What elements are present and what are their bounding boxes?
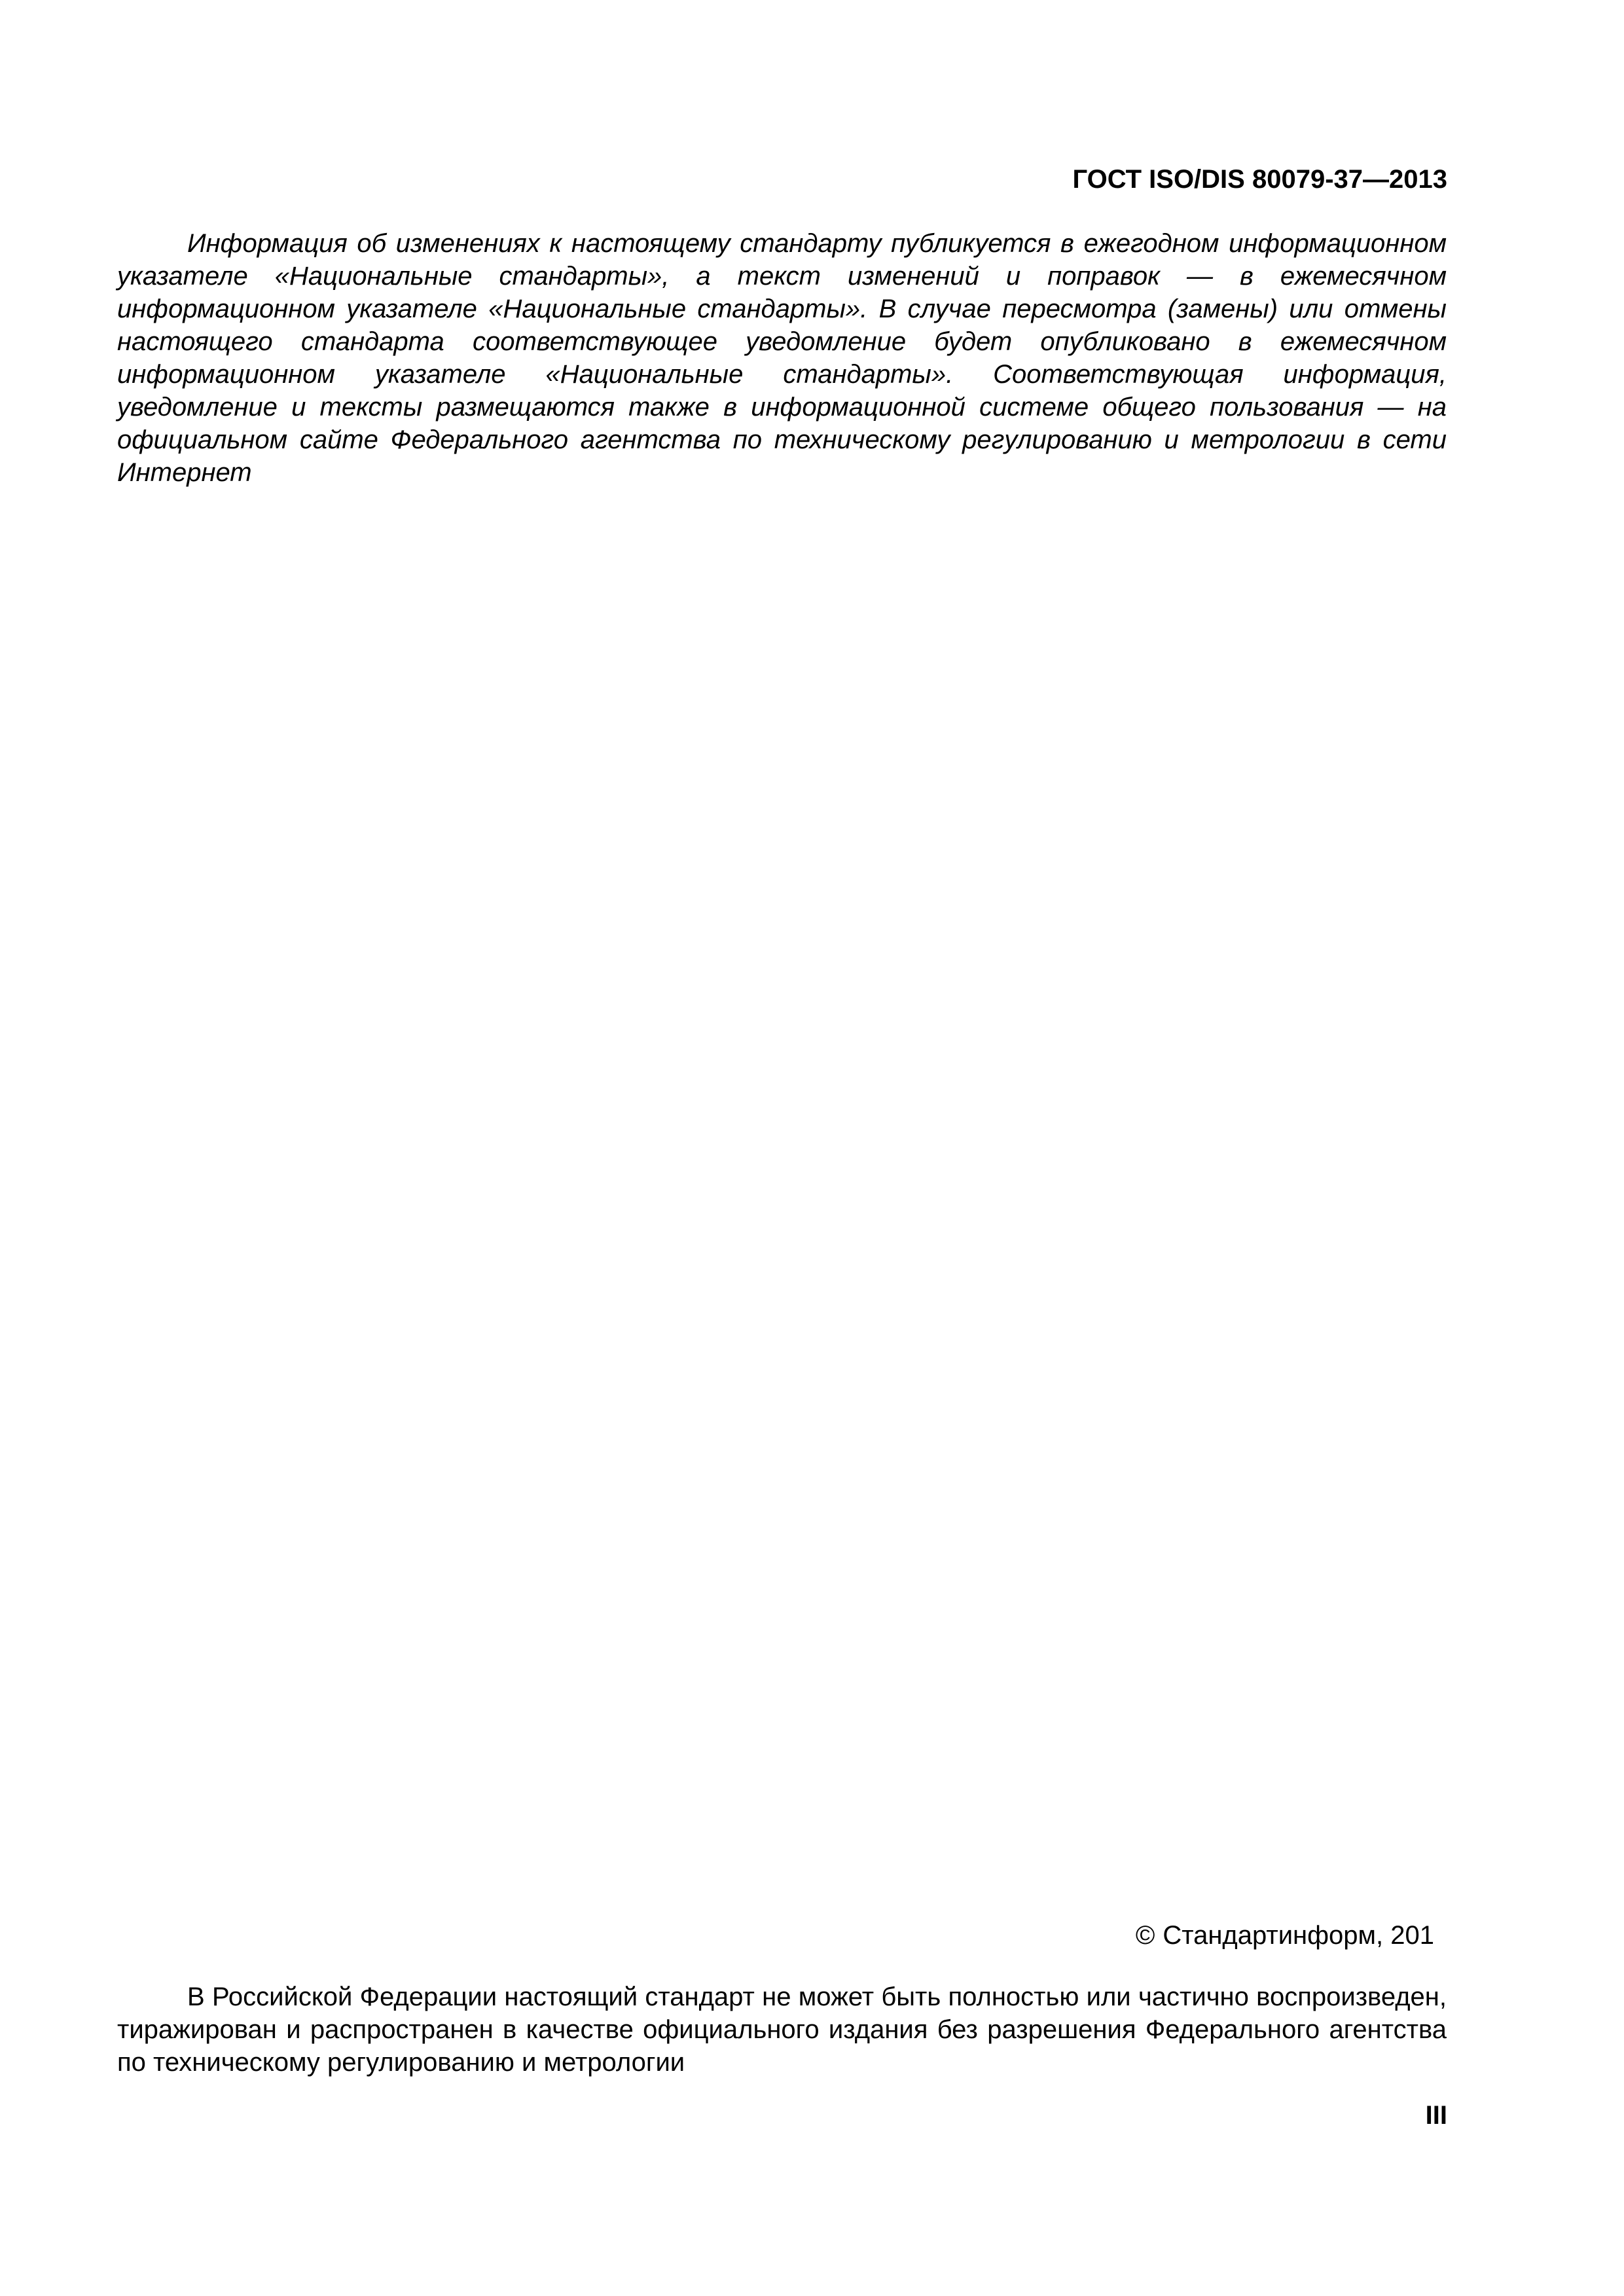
standard-designation: ГОСТ ISO/DIS 80079-37—2013 xyxy=(1072,165,1447,194)
reproduction-notice: В Российской Федерации настоящий стандарт не может быть полностью или частично воспроизведен, тиражирован и распространен в качестве официального издания без разрешения Федерального агентства по техническому регулированию и метрологии xyxy=(117,1982,1447,2077)
copyright-line xyxy=(1136,1917,1434,1954)
amendments-notice: Информация об изменениях к настоящему стандарту публикуется в ежегодном информационном указателе «Национальные стандарты», а текст изменений и поправок — в ежемесячном информационном указателе «Национальные стандарты». В случае пересмотра (замены) или отмены настоящего стандарта соответствующее уведомление будет опубликовано в ежемесячном информационном указателе «Национальные стандарты». Соответствующая информация, уведомление и тексты размещаются также в информационной системе общего пользования — на официальном сайте Федерального агентства по техническому регулированию и метрологии в сети Интернет xyxy=(117,229,1447,487)
page-number: III xyxy=(1425,2101,1447,2130)
copyright-holder: Стандартинформ, 201 xyxy=(1163,1921,1434,1950)
copyright-icon: © xyxy=(1135,1921,1155,1950)
